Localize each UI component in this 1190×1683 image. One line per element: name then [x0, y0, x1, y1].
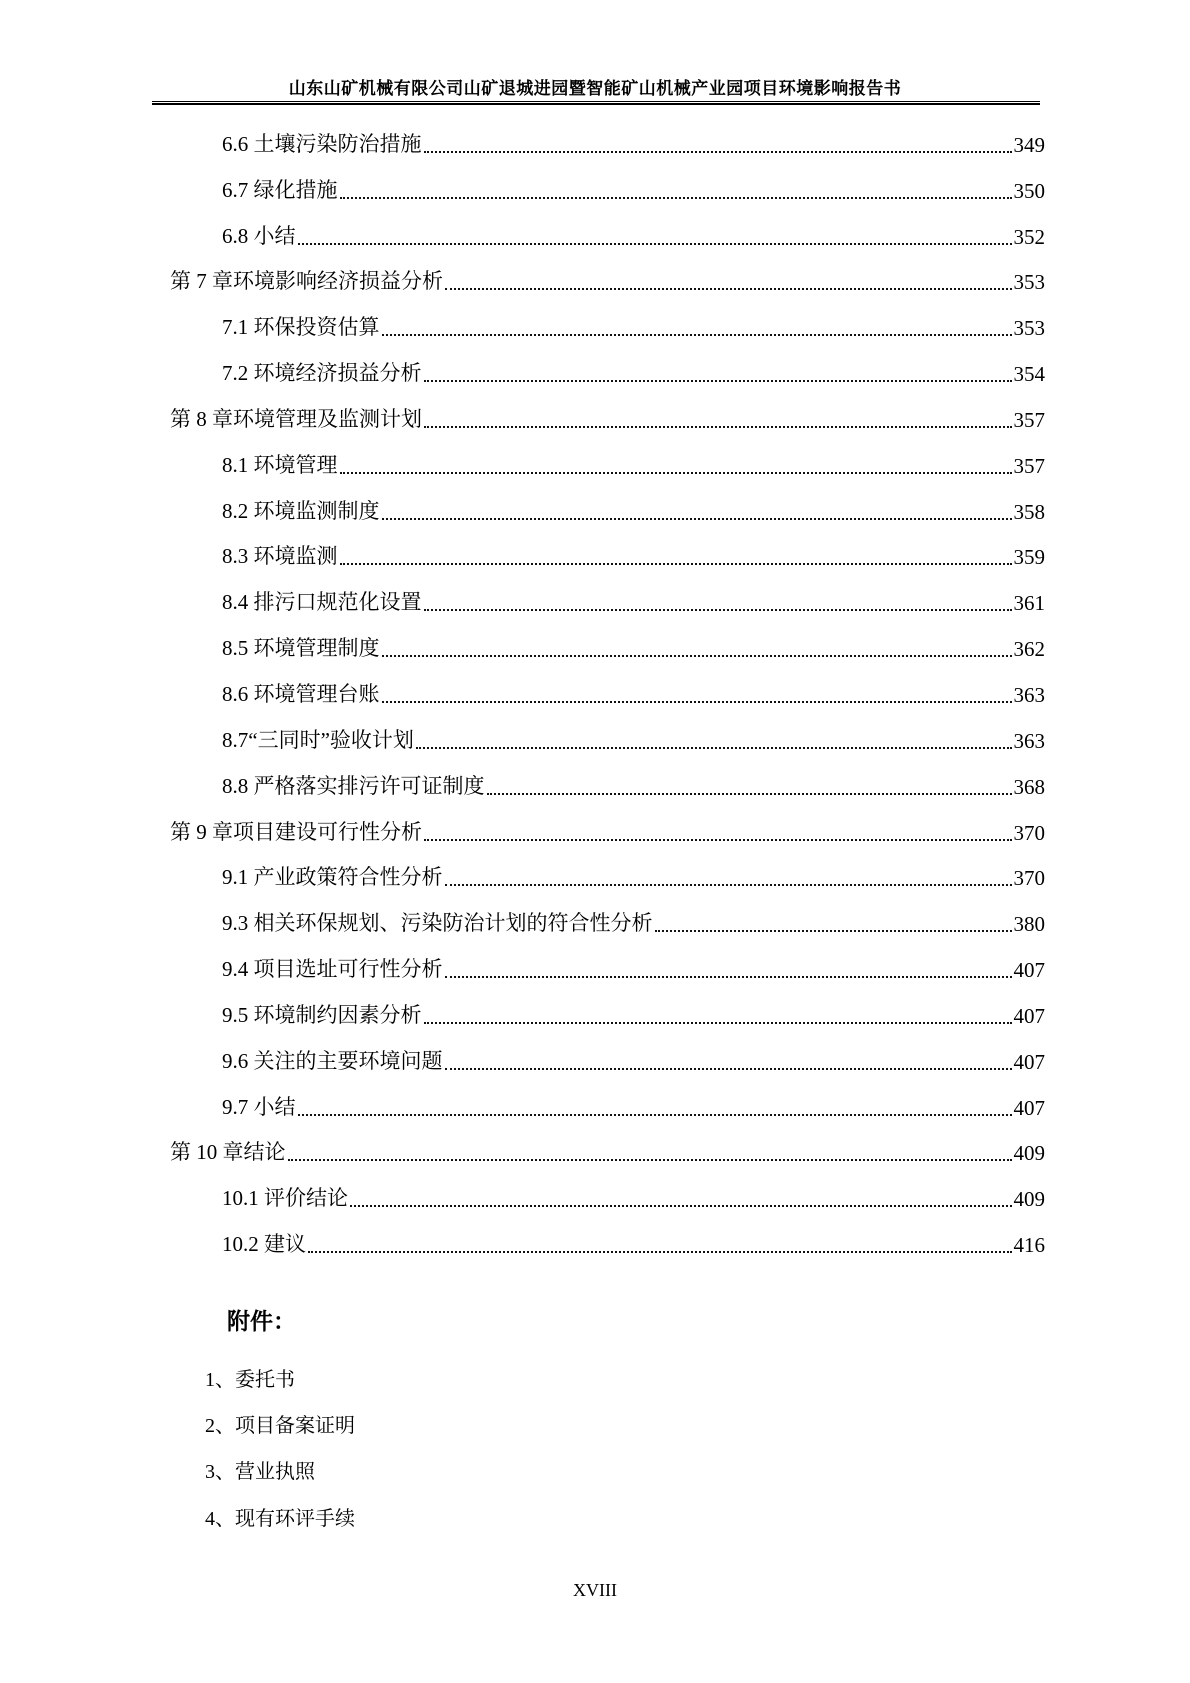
toc-entry[interactable] [152, 341, 1045, 387]
toc-entry-label: 6.7 绿化措施 [222, 177, 338, 202]
header-title: 山东山矿机械有限公司山矿退城进园暨智能矿山机械产业园项目环境影响报告书 [288, 79, 902, 98]
table-of-contents [152, 112, 1045, 1258]
toc-entry-page-number: 409 [1013, 1141, 1045, 1166]
toc-entry[interactable] [152, 525, 1045, 571]
toc-entry-page-number: 407 [1013, 1049, 1045, 1074]
toc-entry[interactable] [152, 891, 1045, 937]
toc-entry-page-number: 352 [1013, 224, 1045, 249]
toc-entry-page-number: 363 [1013, 682, 1045, 707]
toc-entry[interactable] [152, 250, 1045, 296]
toc-entry-page-number: 349 [1013, 132, 1045, 157]
toc-entry[interactable] [152, 433, 1045, 479]
toc-entry-page-number: 409 [1013, 1187, 1045, 1212]
toc-entry-page-number: 354 [1013, 362, 1045, 387]
toc-entry[interactable] [152, 846, 1045, 892]
toc-entry-page-number: 353 [1013, 270, 1045, 295]
attachment-item: 3、营业执照 [205, 1461, 315, 1484]
toc-dotted-leader [340, 563, 1012, 565]
toc-dotted-leader [350, 1205, 1012, 1207]
toc-entry-label: 8.4 排污口规范化设置 [222, 590, 422, 615]
toc-entry-page-number: 380 [1013, 912, 1045, 937]
toc-entry-page-number: 350 [1013, 178, 1045, 203]
toc-dotted-leader [298, 1114, 1012, 1116]
toc-entry-label: 6.8 小结 [222, 223, 296, 248]
toc-entry-label: 第 10 章结论 [170, 1140, 286, 1165]
toc-entry[interactable] [152, 754, 1045, 800]
header-rule [152, 101, 1040, 105]
toc-dotted-leader [487, 793, 1012, 795]
toc-entry[interactable] [152, 1029, 1045, 1075]
attachment-item: 4、现有环评手续 [205, 1507, 355, 1530]
toc-entry[interactable] [152, 937, 1045, 983]
toc-entry-label: 7.1 环保投资估算 [222, 315, 380, 340]
toc-entry[interactable] [152, 662, 1045, 708]
toc-dotted-leader [445, 288, 1012, 290]
toc-entry-label: 8.7“三同时”验收计划 [222, 727, 414, 752]
toc-entry-page-number: 359 [1013, 545, 1045, 570]
toc-entry[interactable] [152, 112, 1045, 158]
toc-dotted-leader [424, 151, 1012, 153]
toc-entry-page-number: 357 [1013, 453, 1045, 478]
toc-entry-label: 10.2 建议 [222, 1232, 306, 1257]
toc-entry-page-number: 407 [1013, 1095, 1045, 1120]
toc-dotted-leader [308, 1251, 1012, 1253]
toc-dotted-leader [655, 930, 1012, 932]
toc-dotted-leader [416, 747, 1012, 749]
toc-dotted-leader [382, 518, 1012, 520]
toc-entry-page-number: 363 [1013, 728, 1045, 753]
toc-dotted-leader [445, 1068, 1012, 1070]
attachments-heading: 附件： [227, 1309, 296, 1334]
toc-entry-label: 9.1 产业政策符合性分析 [222, 865, 443, 890]
toc-entry-page-number: 362 [1013, 637, 1045, 662]
toc-entry[interactable] [152, 1166, 1045, 1212]
toc-entry[interactable] [152, 1075, 1045, 1121]
toc-entry[interactable] [152, 1212, 1045, 1258]
toc-entry-page-number: 361 [1013, 591, 1045, 616]
toc-entry-page-number: 370 [1013, 820, 1045, 845]
toc-entry[interactable] [152, 479, 1045, 525]
toc-entry[interactable] [152, 387, 1045, 433]
toc-dotted-leader [288, 1159, 1012, 1161]
toc-dotted-leader [382, 701, 1012, 703]
toc-entry-label: 9.4 项目选址可行性分析 [222, 957, 443, 982]
toc-dotted-leader [298, 243, 1012, 245]
attachments-section [152, 1305, 1045, 1539]
toc-entry-label: 7.2 环境经济损益分析 [222, 361, 422, 386]
toc-entry-page-number: 416 [1013, 1233, 1045, 1258]
toc-entry-label: 8.6 环境管理台账 [222, 681, 380, 706]
toc-entry-label: 第 8 章环境管理及监测计划 [170, 406, 422, 431]
toc-dotted-leader [445, 884, 1012, 886]
toc-entry-label: 9.3 相关环保规划、污染防治计划的符合性分析 [222, 911, 653, 936]
toc-dotted-leader [424, 1022, 1012, 1024]
toc-entry[interactable] [152, 295, 1045, 341]
toc-entry-page-number: 407 [1013, 958, 1045, 983]
page-number-footer: XVIII [573, 1580, 617, 1600]
toc-entry-page-number: 357 [1013, 407, 1045, 432]
toc-entry-label: 9.5 环境制约因素分析 [222, 1002, 422, 1027]
toc-entry[interactable] [152, 616, 1045, 662]
toc-entry-page-number: 368 [1013, 774, 1045, 799]
toc-entry-page-number: 370 [1013, 866, 1045, 891]
toc-entry-page-number: 358 [1013, 499, 1045, 524]
attachment-item: 1、委托书 [205, 1368, 295, 1391]
toc-entry-label: 8.8 严格落实排污许可证制度 [222, 773, 485, 798]
toc-entry-label: 第 9 章项目建设可行性分析 [170, 819, 422, 844]
toc-dotted-leader [445, 976, 1012, 978]
toc-dotted-leader [424, 609, 1012, 611]
attachment-item: 2、项目备案证明 [205, 1414, 355, 1437]
toc-dotted-leader [340, 197, 1012, 199]
toc-entry-label: 8.3 环境监测 [222, 544, 338, 569]
toc-entry-label: 8.2 环境监测制度 [222, 498, 380, 523]
toc-entry[interactable] [152, 983, 1045, 1029]
toc-entry-label: 8.5 环境管理制度 [222, 636, 380, 661]
toc-dotted-leader [424, 380, 1012, 382]
toc-entry-page-number: 407 [1013, 1003, 1045, 1028]
toc-entry[interactable] [152, 570, 1045, 616]
toc-dotted-leader [424, 839, 1012, 841]
toc-entry-label: 8.1 环境管理 [222, 452, 338, 477]
toc-entry[interactable] [152, 708, 1045, 754]
toc-dotted-leader [424, 426, 1012, 428]
attachments-list [152, 1354, 1045, 1539]
toc-entry-label: 第 7 章环境影响经济损益分析 [170, 269, 443, 294]
toc-entry-label: 9.6 关注的主要环境问题 [222, 1048, 443, 1073]
toc-entry[interactable] [152, 1121, 1045, 1167]
toc-entry[interactable] [152, 158, 1045, 204]
toc-dotted-leader [340, 472, 1012, 474]
toc-entry-page-number: 353 [1013, 316, 1045, 341]
toc-dotted-leader [382, 655, 1012, 657]
toc-entry-label: 6.6 土壤污染防治措施 [222, 131, 422, 156]
toc-entry[interactable] [152, 800, 1045, 846]
toc-entry-label: 10.1 评价结论 [222, 1186, 348, 1211]
toc-entry[interactable] [152, 204, 1045, 250]
toc-dotted-leader [382, 334, 1012, 336]
toc-entry-label: 9.7 小结 [222, 1094, 296, 1119]
